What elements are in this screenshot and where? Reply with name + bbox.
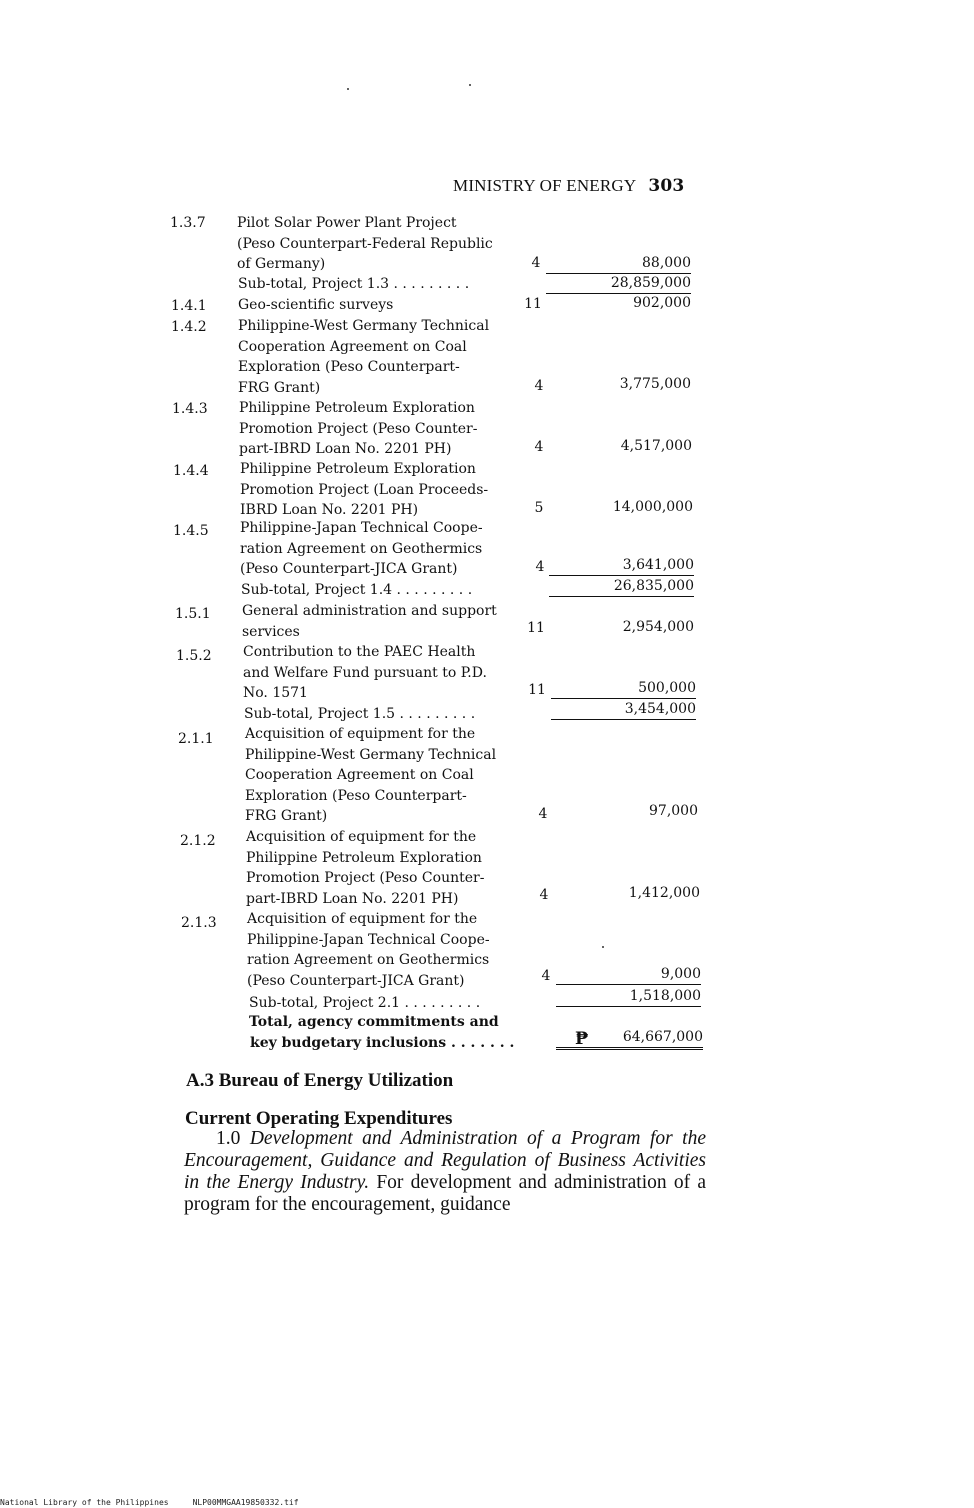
object-code: 4 xyxy=(534,378,544,394)
subtotal-amount: 3,454,000 xyxy=(624,701,696,717)
amount: 500,000 xyxy=(638,680,696,696)
subtotal-amount: 28,859,000 xyxy=(610,275,691,291)
subtotal-amount: 1,518,000 xyxy=(629,988,701,1004)
object-code: 11 xyxy=(527,620,545,636)
desc-line: (Peso Counterpart-Federal Republic xyxy=(237,235,493,252)
desc-line: Cooperation Agreement on Coal xyxy=(238,338,467,355)
paragraph-text: For development and administration of a program for the encouragement, guidance xyxy=(184,1172,706,1215)
desc-line: (Peso Counterpart-JICA Grant) xyxy=(247,972,465,989)
item-number: 2.1.2 xyxy=(180,833,216,849)
desc-line: Exploration (Peso Counterpart- xyxy=(238,359,460,376)
page-number: 303 xyxy=(648,176,685,196)
item-description xyxy=(239,398,501,460)
object-code: 11 xyxy=(524,296,542,312)
desc-line: Philippine Petroleum Exploration xyxy=(239,400,475,416)
item-number: 1.4.5 xyxy=(173,523,209,539)
desc-line: part-IBRD Loan No. 2201 PH) xyxy=(239,441,452,458)
desc-line: Promotion Project (Peso Counter- xyxy=(246,870,485,887)
running-header xyxy=(453,176,684,196)
library-name: National Library of the Philippines xyxy=(0,1498,169,1507)
section-heading: A.3 Bureau of Energy Utilization xyxy=(186,1070,454,1091)
scan-speck xyxy=(347,88,349,90)
item-number: 2.1.1 xyxy=(178,731,214,747)
scan-speck xyxy=(469,84,471,86)
subsection-heading: Current Operating Expenditures xyxy=(185,1108,453,1129)
desc-line: FRG Grant) xyxy=(245,808,328,825)
desc-line: Philippine-Japan Technical Coope- xyxy=(247,931,490,948)
subtotal-label: Sub-total, Project 1.3 . . . . . . . . . xyxy=(238,276,470,292)
amount: 97,000 xyxy=(649,803,698,819)
item-description xyxy=(238,316,500,398)
desc-line: (Peso Counterpart-JICA Grant) xyxy=(240,561,458,578)
paragraph-italic-text: Development and Administration of a Program for the Encouragement, Guidance and Regulation of Business Activities in the Energy Industry. xyxy=(184,1128,707,1193)
desc-line: and Welfare Fund pursuant to P.D. xyxy=(243,664,487,681)
amount: 4,517,000 xyxy=(620,438,692,454)
desc-line: of Germany) xyxy=(237,256,326,273)
item-description xyxy=(245,724,507,827)
object-code: 4 xyxy=(535,559,545,575)
scan-footer xyxy=(0,1498,299,1507)
item-description xyxy=(237,213,499,275)
subtotal-label: Sub-total, Project 1.4 . . . . . . . . . xyxy=(241,582,473,598)
body-paragraph xyxy=(184,1128,706,1216)
desc-line: ration Agreement on Geothermics xyxy=(247,952,490,969)
desc-line: Exploration (Peso Counterpart- xyxy=(245,787,467,804)
desc-line: part-IBRD Loan No. 2201 PH) xyxy=(246,890,459,907)
item-number: 2.1.3 xyxy=(181,915,217,931)
object-code: 4 xyxy=(541,968,551,984)
item-number: 1.4.2 xyxy=(171,319,207,335)
item-number: 1.4.3 xyxy=(172,401,208,417)
object-code: 4 xyxy=(539,887,549,903)
desc-line: Philippine-West Germany Technical xyxy=(238,318,490,334)
desc-line: services xyxy=(242,623,300,640)
total-label-line2: key budgetary inclusions . . . . . . . xyxy=(250,1035,515,1051)
desc-line: Philippine-Japan Technical Coope- xyxy=(240,520,483,536)
scan-speck xyxy=(602,946,604,948)
underline xyxy=(549,596,694,597)
item-description xyxy=(240,518,502,580)
object-code: 11 xyxy=(528,682,546,698)
desc-line: General administration and support xyxy=(242,603,497,619)
object-code: 5 xyxy=(534,500,544,516)
amount: 3,775,000 xyxy=(619,376,691,392)
desc-line: ration Agreement on Geothermics xyxy=(240,540,483,557)
desc-line: Promotion Project (Peso Counter- xyxy=(239,420,478,437)
desc-line: Acquisition of equipment for the xyxy=(246,829,477,845)
desc-line: IBRD Loan No. 2201 PH) xyxy=(240,502,419,519)
item-description xyxy=(240,459,502,521)
object-code: 4 xyxy=(538,806,548,822)
desc-line: FRG Grant) xyxy=(238,379,321,396)
object-code: 4 xyxy=(531,255,541,271)
item-number: 1.3.7 xyxy=(170,215,206,231)
item-number: 1.4.1 xyxy=(171,298,207,314)
item-description xyxy=(242,601,504,642)
amount: 2,954,000 xyxy=(622,619,694,635)
desc-line: Philippine Petroleum Exploration xyxy=(240,461,476,477)
underline xyxy=(551,698,696,699)
object-code: 4 xyxy=(534,439,544,455)
desc-line: Cooperation Agreement on Coal xyxy=(245,767,474,784)
item-number: 1.5.2 xyxy=(176,648,212,664)
amount: 3,641,000 xyxy=(622,557,694,573)
item-description xyxy=(238,295,500,316)
file-id: NLP00MMGAA19850332.tif xyxy=(192,1498,299,1507)
amount: 1,412,000 xyxy=(628,885,700,901)
item-description xyxy=(243,642,505,704)
underline xyxy=(551,719,696,720)
amount: 14,000,000 xyxy=(612,499,693,515)
item-description xyxy=(246,827,508,909)
subtotal-label: Sub-total, Project 1.5 . . . . . . . . . xyxy=(244,706,476,722)
desc-line: No. 1571 xyxy=(243,685,308,702)
underline xyxy=(549,575,694,576)
subtotal-label: Sub-total, Project 2.1 . . . . . . . . . xyxy=(249,995,481,1011)
underline xyxy=(556,1006,701,1007)
item-number: 1.5.1 xyxy=(175,606,211,622)
underline xyxy=(546,293,691,294)
total-label-line1: Total, agency commitments and xyxy=(249,1014,499,1030)
amount: 9,000 xyxy=(660,966,701,982)
desc-line: Promotion Project (Loan Proceeds- xyxy=(240,481,489,498)
desc-line: Acquisition of equipment for the xyxy=(245,726,476,742)
desc-line: Philippine-West Germany Technical xyxy=(245,746,497,763)
amount: 88,000 xyxy=(642,255,691,271)
subtotal-amount: 26,835,000 xyxy=(613,578,694,594)
paragraph-number: 1.0 xyxy=(216,1128,241,1149)
desc-line: Acquisition of equipment for the xyxy=(247,911,478,927)
item-number: 1.4.4 xyxy=(173,463,209,479)
desc-line: Philippine Petroleum Exploration xyxy=(246,849,482,866)
underline xyxy=(556,984,701,985)
desc-line: Contribution to the PAEC Health xyxy=(243,644,476,660)
desc-line: Pilot Solar Power Plant Project xyxy=(237,215,457,231)
desc-line: Geo-scientific surveys xyxy=(238,297,394,313)
underline xyxy=(546,273,691,274)
item-description xyxy=(247,909,509,991)
currency-sign: ₱ xyxy=(575,1029,589,1049)
header-title: MINISTRY OF ENERGY xyxy=(453,176,637,195)
double-underline xyxy=(556,1047,703,1050)
total-amount: 64,667,000 xyxy=(622,1029,703,1045)
amount: 902,000 xyxy=(633,295,691,311)
